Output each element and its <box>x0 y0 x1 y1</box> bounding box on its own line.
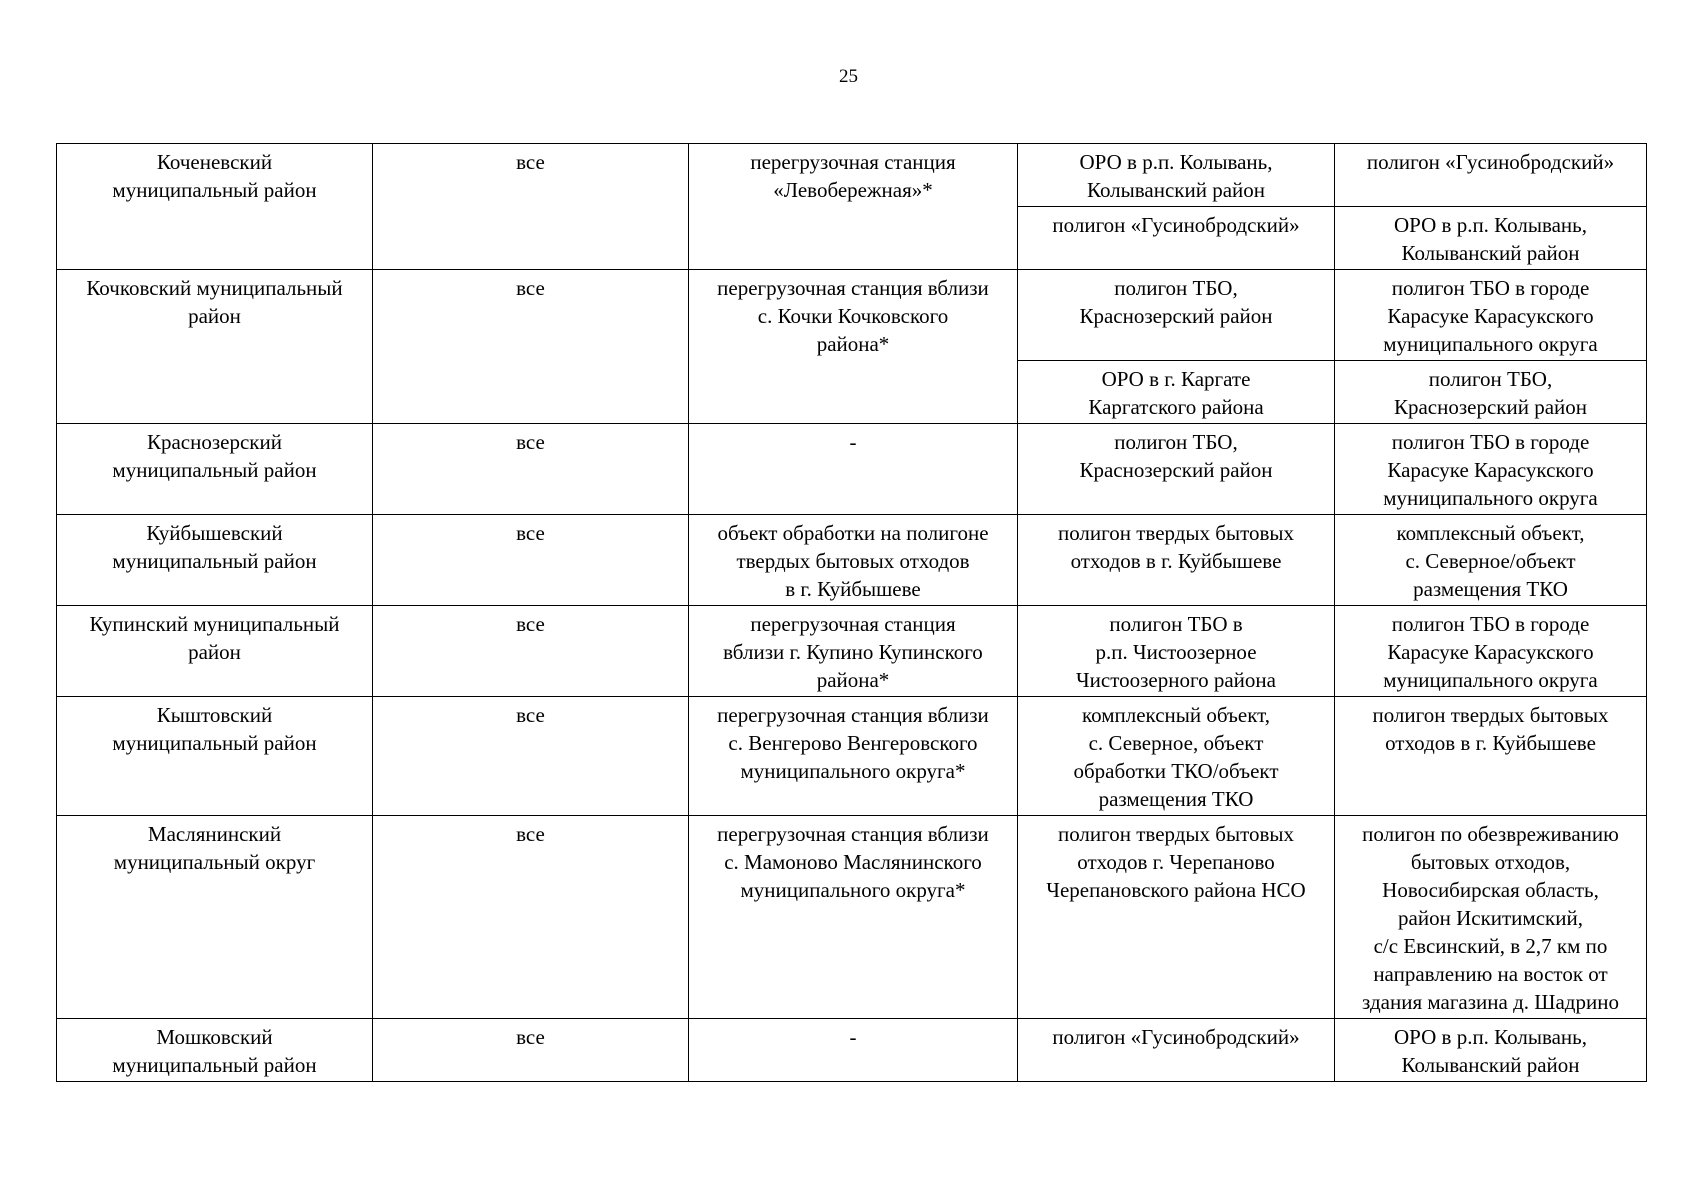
backup-facility-cell: полигон ТБО в городе Карасуке Карасукского муниципального округа <box>1335 606 1647 697</box>
primary-facility-cell: ОРО в г. Каргате Каргатского района <box>1018 361 1335 424</box>
primary-facility-cell: полигон «Гусинобродский» <box>1018 207 1335 270</box>
district-name-cell: Купинский муниципальный район <box>57 606 373 697</box>
backup-facility-cell: полигон по обезвреживанию бытовых отходов, Новосибирская область, район Искитимский, с/с Евсинский, в 2,7 км по направлению на восток от здания магазина д. Шадрино <box>1335 816 1647 1019</box>
scope-cell: все <box>373 515 689 606</box>
primary-facility-cell: комплексный объект, с. Северное, объект обработки ТКО/объект размещения ТКО <box>1018 697 1335 816</box>
table-row <box>57 424 1647 515</box>
scope-cell: все <box>373 424 689 515</box>
transfer-station-cell: перегрузочная станция вблизи с. Мамоново Маслянинского муниципального округа* <box>689 816 1018 1019</box>
district-name-cell: Краснозерский муниципальный район <box>57 424 373 515</box>
district-name-cell: Куйбышевский муниципальный район <box>57 515 373 606</box>
primary-facility-cell: полигон ТБО, Краснозерский район <box>1018 424 1335 515</box>
table-row <box>57 1019 1647 1082</box>
transfer-station-cell: перегрузочная станция вблизи с. Кочки Кочковского района* <box>689 270 1018 424</box>
primary-facility-cell: полигон «Гусинобродский» <box>1018 1019 1335 1082</box>
primary-facility-cell: полигон ТБО, Краснозерский район <box>1018 270 1335 361</box>
scope-cell: все <box>373 144 689 270</box>
backup-facility-cell: полигон твердых бытовых отходов в г. Куйбышеве <box>1335 697 1647 816</box>
page-number: 25 <box>839 66 858 87</box>
primary-facility-cell: полигон ТБО в р.п. Чистоозерное Чистоозерного района <box>1018 606 1335 697</box>
district-name-cell: Мошковский муниципальный район <box>57 1019 373 1082</box>
district-name-cell: Кыштовский муниципальный район <box>57 697 373 816</box>
table-row <box>57 816 1647 1019</box>
primary-facility-cell: полигон твердых бытовых отходов г. Черепаново Черепановского района НСО <box>1018 816 1335 1019</box>
transfer-station-cell: - <box>689 1019 1018 1082</box>
scope-cell: все <box>373 606 689 697</box>
backup-facility-cell: полигон ТБО в городе Карасуке Карасукского муниципального округа <box>1335 424 1647 515</box>
district-name-cell: Кочковский муниципальный район <box>57 270 373 424</box>
transfer-station-cell: - <box>689 424 1018 515</box>
primary-facility-cell: полигон твердых бытовых отходов в г. Куйбышеве <box>1018 515 1335 606</box>
waste-routing-table <box>56 143 1647 1082</box>
district-name-cell: Коченевский муниципальный район <box>57 144 373 270</box>
table-row <box>57 606 1647 697</box>
transfer-station-cell: перегрузочная станция вблизи г. Купино Купинского района* <box>689 606 1018 697</box>
scope-cell: все <box>373 697 689 816</box>
backup-facility-cell: полигон ТБО в городе Карасуке Карасукского муниципального округа <box>1335 270 1647 361</box>
scope-cell: все <box>373 270 689 424</box>
primary-facility-cell: ОРО в р.п. Колывань, Колыванский район <box>1018 144 1335 207</box>
scope-cell: все <box>373 816 689 1019</box>
transfer-station-cell: перегрузочная станция «Левобережная»* <box>689 144 1018 270</box>
backup-facility-cell: полигон ТБО, Краснозерский район <box>1335 361 1647 424</box>
scope-cell: все <box>373 1019 689 1082</box>
table-row <box>57 697 1647 816</box>
table-row <box>57 515 1647 606</box>
table-row <box>57 144 1647 207</box>
district-name-cell: Маслянинский муниципальный округ <box>57 816 373 1019</box>
backup-facility-cell: ОРО в р.п. Колывань, Колыванский район <box>1335 207 1647 270</box>
transfer-station-cell: перегрузочная станция вблизи с. Венгерово Венгеровского муниципального округа* <box>689 697 1018 816</box>
transfer-station-cell: объект обработки на полигоне твердых бытовых отходов в г. Куйбышеве <box>689 515 1018 606</box>
table-row <box>57 270 1647 361</box>
backup-facility-cell: комплексный объект, с. Северное/объект размещения ТКО <box>1335 515 1647 606</box>
backup-facility-cell: ОРО в р.п. Колывань, Колыванский район <box>1335 1019 1647 1082</box>
backup-facility-cell: полигон «Гусинобродский» <box>1335 144 1647 207</box>
